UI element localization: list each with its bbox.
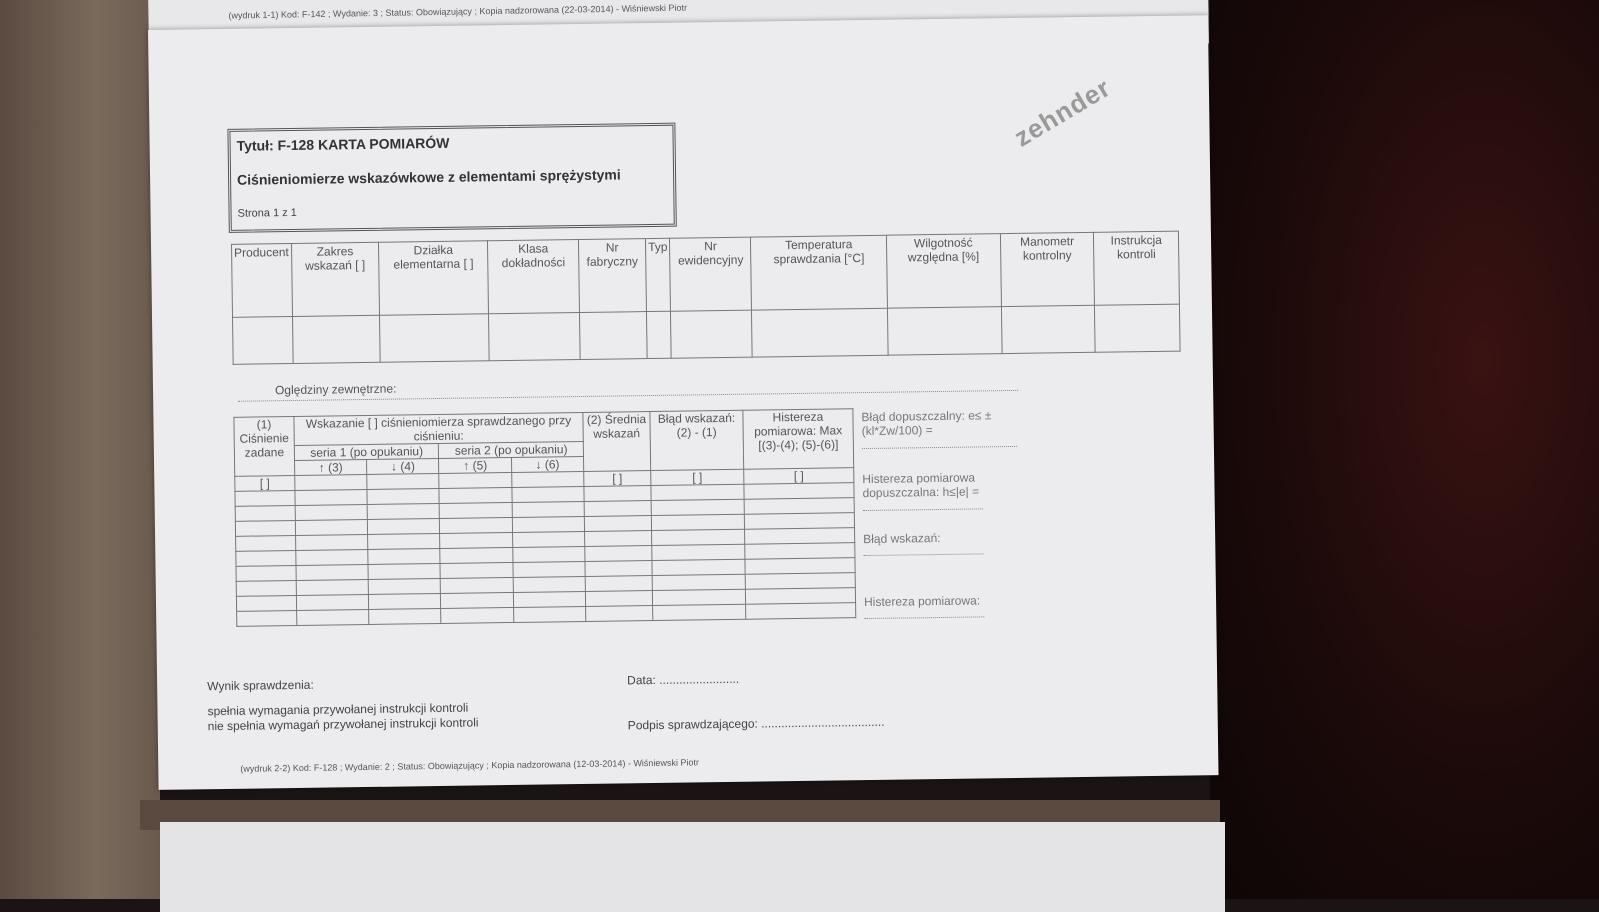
option-fail: nie spełnia wymagań przywołanej instrukcji kontroli [207,715,479,734]
date-field: Data: ........................ [627,671,740,688]
col-hysteresis: Histereza pomiarowa: Max [(3)-(4); (5)-(6)] [743,409,854,470]
hysteresis-label: Histereza pomiarowa: [863,593,981,610]
form-title: Tytuł: F-128 KARTA POMIARÓW [236,134,450,154]
unit-cell [511,471,583,487]
option-pass: spełnia wymagania przywołanej instrukcji kontroli [207,700,469,719]
info-cell [292,315,380,363]
dotted-line [863,553,983,556]
unit-cell: [ ] [651,469,744,485]
result-label: Wynik sprawdzenia: [207,677,314,694]
allowed-hysteresis-label: Histereza pomiarowa dopuszczalna: h≤|e| = [862,470,980,501]
measurement-form [148,15,1219,790]
top-sheet-header: (wydruk 1-1) Kod: F-142 ; Wydanie: 3 ; Status: Obowiązujący ; Kopia nadzorowana (22-03-2014) - Wiśniewski Piotr [228,2,688,21]
device-info-table [231,231,1181,365]
info-cell [647,311,672,358]
col-average: (2) Średnia wskazań [583,412,651,472]
info-cell [233,317,293,365]
dotted-line [863,508,983,511]
info-header: Wilgotność względna [%] [886,234,1001,309]
page-number: Strona 1 z 1 [237,206,297,220]
title-box [227,123,676,233]
form-subtitle: Ciśnieniomierze wskazówkowe z elementami sprężystymi [236,166,621,188]
info-header: Manometr kontrolny [1000,232,1095,306]
info-header: Producent [232,244,293,318]
info-cell [1095,304,1180,352]
info-header: Nr ewidencyjny [670,237,752,311]
info-header: Klasa dokładności [488,240,580,314]
col-5: ↑ (5) [439,457,511,473]
col-error: Błąd wskazań: (2) - (1) [650,410,744,470]
unit-cell [295,474,367,490]
col-3: ↑ (3) [295,459,367,475]
info-cell [752,308,888,357]
series-2: seria 2 (po opukaniu) [439,441,584,458]
info-cell [671,310,753,358]
unit-cell [367,473,439,489]
info-cell [489,313,580,361]
info-header: Nr fabryczny [578,239,646,313]
dotted-line [864,616,984,619]
info-header-row [232,231,1180,317]
unit-cell: [ ] [584,471,651,487]
background-left [0,0,160,899]
print-info: (wydruk 2-2) Kod: F-128 ; Wydanie: 2 ; Status: Obowiązujący ; Kopia nadzorowana (12-03-2014) - Wiśniewski Piotr [240,757,699,774]
info-cell [380,314,490,363]
signature-field: Podpis sprawdzającego: ..................................... [627,714,885,733]
external-inspection-label: Oględziny zewnętrzne: [274,381,397,398]
meas-header-row-1 [234,409,853,447]
info-header: Instrukcja kontroli [1094,231,1180,305]
unit-cell: [ ] [235,475,295,491]
info-cell [887,307,1001,356]
measurement-table [233,408,856,627]
allowed-error-label: Błąd dopuszczalny: e≤ ±(kl*Zw/100) = [861,408,992,439]
info-header: Typ [646,238,671,311]
dotted-line [862,446,1017,449]
info-header: Temperatura sprawdzania [°C] [751,235,887,310]
company-logo: zehnder [1008,72,1116,153]
info-header: Działka elementarna [ ] [379,241,489,316]
col-6: ↓ (6) [511,456,583,472]
series-1: seria 1 (po opukaniu) [294,443,439,460]
info-cell [1001,305,1095,353]
col-4: ↓ (4) [367,458,439,474]
reading-error-label: Błąd wskazań: [863,530,941,547]
info-header: Zakres wskazań [ ] [291,242,379,316]
col-set-pressure: (1) Ciśnienie zadane [234,417,295,477]
unit-cell: [ ] [744,468,854,485]
col-reading: Wskazanie [ ] ciśnieniomierza sprawdzanego przy ciśnieniu: [294,412,583,445]
background-right [1210,0,1599,899]
info-cell [579,312,647,360]
unit-cell [439,472,511,488]
